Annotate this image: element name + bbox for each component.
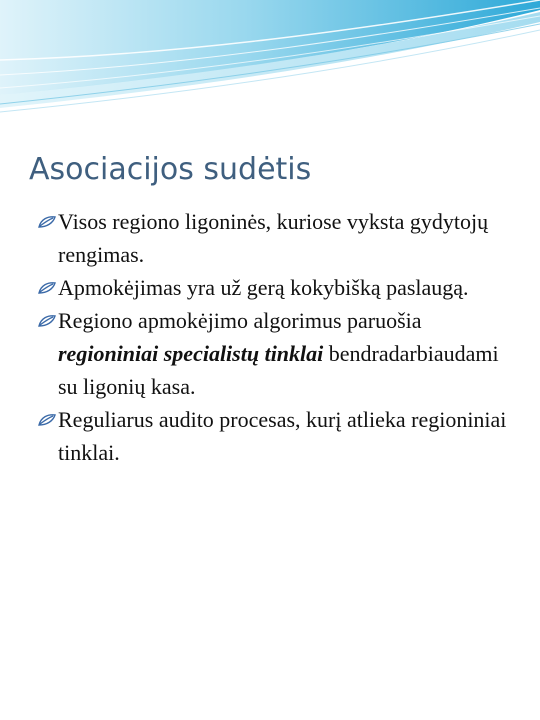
slide-title: Asociacijos sudėtis bbox=[29, 152, 312, 187]
decorative-header-band bbox=[0, 0, 540, 130]
bullet-text: Apmokėjimas yra už gerą kokybišką paslaugą. bbox=[58, 275, 469, 300]
bullet-text: bendradarbiaudami su ligonių kasa. bbox=[58, 341, 499, 399]
leaf-bullet-icon bbox=[38, 205, 58, 238]
bullet-item bbox=[40, 403, 520, 469]
bullet-emphasis: regioniniai specialistų tinklai bbox=[58, 341, 324, 366]
bullet-item bbox=[40, 205, 520, 271]
bullet-item bbox=[40, 304, 520, 403]
bullet-item bbox=[40, 271, 520, 304]
leaf-bullet-icon bbox=[38, 304, 58, 337]
bullet-text: Visos regiono ligoninės, kuriose vyksta gydytojų rengimas. bbox=[58, 209, 489, 267]
leaf-bullet-icon bbox=[38, 403, 58, 436]
bullet-list bbox=[40, 205, 520, 469]
bullet-text: Reguliarus audito procesas, kurį atlieka regioniniai tinklai. bbox=[58, 407, 507, 465]
leaf-bullet-icon bbox=[38, 271, 58, 304]
bullet-text: Regiono apmokėjimo algorimus paruošia bbox=[58, 308, 422, 333]
